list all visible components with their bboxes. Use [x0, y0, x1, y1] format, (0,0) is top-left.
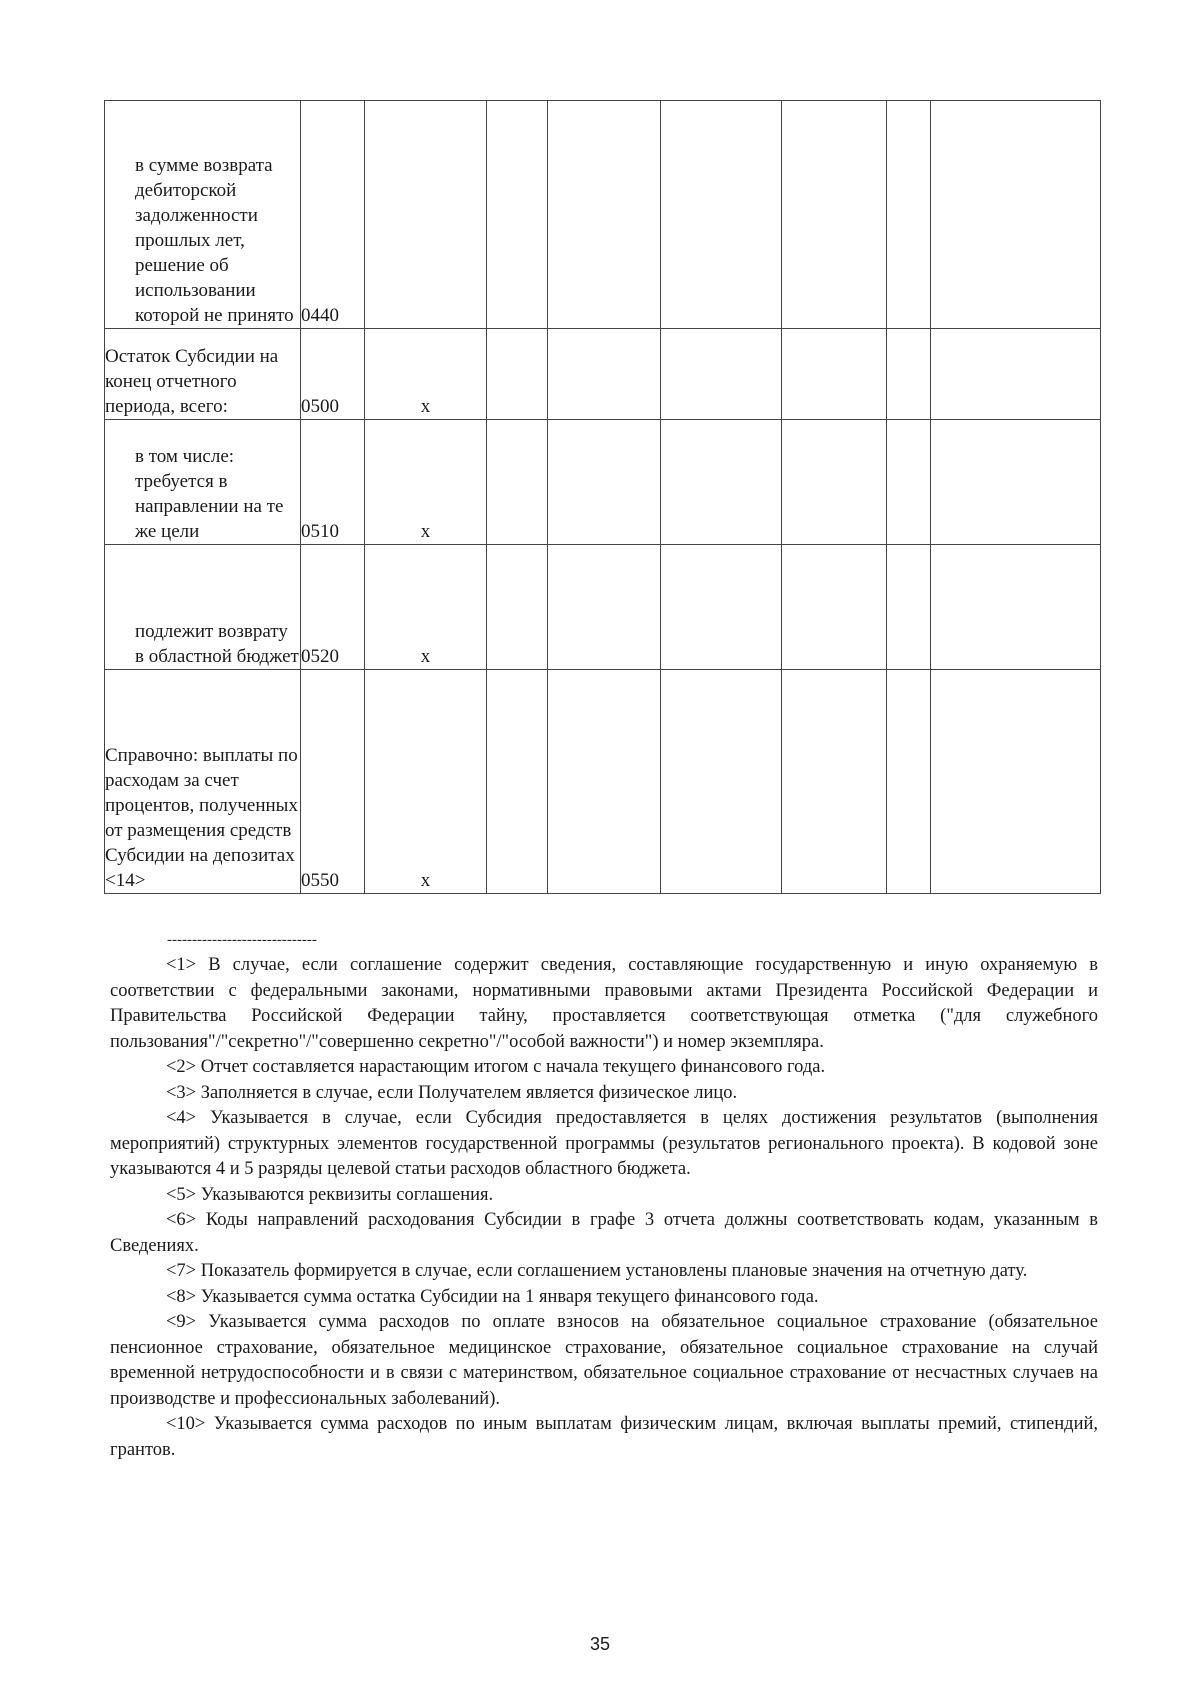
table-cell — [661, 101, 782, 329]
row-label: Остаток Субсидии на конец отчетного периода, всего: — [105, 329, 301, 420]
table-cell — [487, 420, 548, 545]
footnote: <9> Указывается сумма расходов по оплате взносов на обязательное социальное страхование (обязательное пенсионное страхование, обязательное медицинское страхование, обязательное социальное страхование на случай временной нетрудоспособности и в связи с материнством, обязательное социальное страхование от несчастных случаев на производстве и профессиональных заболеваний). — [110, 1312, 1098, 1409]
row-code: 0440 — [301, 101, 365, 329]
table-cell — [782, 545, 887, 670]
row-mark: x — [365, 670, 487, 894]
footnote: <10> Указывается сумма расходов по иным выплатам физическим лицам, включая выплаты премий, стипендий, грантов. — [110, 1414, 1098, 1460]
row-label: подлежит возврату в областной бюджет — [105, 545, 301, 670]
footnote-separator: ------------------------------ — [167, 932, 317, 948]
table-cell — [887, 545, 931, 670]
row-mark: x — [365, 420, 487, 545]
table-cell — [931, 101, 1101, 329]
table-cell — [887, 420, 931, 545]
table-cell — [782, 329, 887, 420]
table-cell — [548, 101, 661, 329]
table-cell — [931, 670, 1101, 894]
report-table — [104, 100, 1101, 894]
footnote: <7> Показатель формируется в случае, если соглашением установлены плановые значения на отчетную дату. — [166, 1261, 1028, 1281]
row-code: 0520 — [301, 545, 365, 670]
row-code: 0510 — [301, 420, 365, 545]
table-cell — [782, 670, 887, 894]
table-cell — [782, 101, 887, 329]
footnote: <2> Отчет составляется нарастающим итогом с начала текущего финансового года. — [166, 1057, 826, 1077]
table-cell — [548, 329, 661, 420]
table-cell — [548, 545, 661, 670]
table-row — [105, 329, 1101, 420]
table-cell — [661, 329, 782, 420]
row-mark: x — [365, 545, 487, 670]
table-row — [105, 670, 1101, 894]
page-number: 35 — [589, 1634, 611, 1654]
table-cell — [487, 329, 548, 420]
row-code: 0500 — [301, 329, 365, 420]
table-cell — [487, 670, 548, 894]
table-cell — [887, 101, 931, 329]
table-cell — [487, 101, 548, 329]
table-cell — [887, 329, 931, 420]
table-cell — [661, 420, 782, 545]
table-cell — [487, 545, 548, 670]
table-cell — [661, 670, 782, 894]
footnote: <5> Указываются реквизиты соглашения. — [166, 1184, 494, 1205]
table-cell — [548, 670, 661, 894]
table-cell — [887, 670, 931, 894]
footnote: <8> Указывается сумма остатка Субсидии на 1 января текущего финансового года. — [166, 1286, 819, 1307]
row-label: в сумме возврата дебиторской задолженности прошлых лет, решение об использовании которой не принято — [105, 101, 301, 329]
row-code: 0550 — [301, 670, 365, 894]
table-cell — [931, 329, 1101, 420]
table-row — [105, 420, 1101, 545]
row-mark: x — [365, 329, 487, 420]
footnote: <4> Указывается в случае, если Субсидия предоставляется в целях достижения результатов (выполнения мероприятий) структурных элементов государственной программы (результатов регионального проекта). В кодовой зоне указываются 4 и 5 разряды целевой статьи расходов областного бюджета. — [110, 1108, 1098, 1179]
table-row — [105, 101, 1101, 329]
table-cell — [661, 545, 782, 670]
table-row — [105, 545, 1101, 670]
footnote: <3> Заполняется в случае, если Получателем является физическое лицо. — [166, 1082, 738, 1103]
row-label: Справочно: выплаты по расходам за счет процентов, полученных от размещения средств Субсидии на депозитах <14> — [105, 670, 301, 894]
footnote: <1> В случае, если соглашение содержит сведения, составляющие государственную и иную охраняемую в соответствии с федеральными законами, нормативными правовыми актами Президента Российской Федерации и Правительства Российской Федерации тайну, проставляется соответствующая отметка ("для служебного пользования"/"секретно"/"совершенно секретно"/"особой важности") и номер экземпляра. — [110, 955, 1098, 1052]
table-cell — [931, 420, 1101, 545]
table-cell — [548, 420, 661, 545]
row-label: в том числе: требуется в направлении на те же цели — [105, 420, 301, 545]
footnotes — [110, 953, 1098, 1463]
row-mark — [365, 101, 487, 329]
table-cell — [931, 545, 1101, 670]
footnote: <6> Коды направлений расходования Субсидии в графе 3 отчета должны соответствовать кодам, указанным в Сведениях. — [110, 1210, 1098, 1256]
table-cell — [782, 420, 887, 545]
